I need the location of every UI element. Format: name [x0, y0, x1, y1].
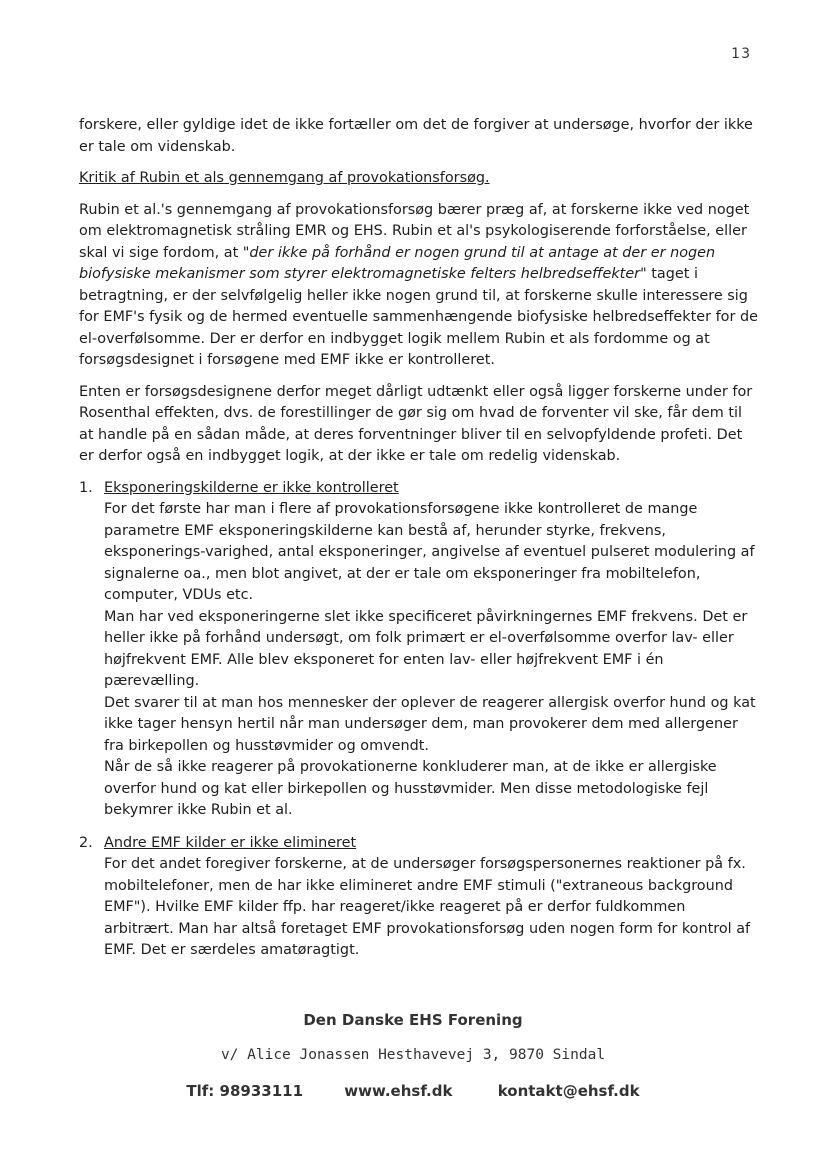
footer-contact: [0, 1082, 826, 1100]
footer-phone: Tlf: 98933111: [186, 1082, 304, 1100]
section-heading: Kritik af Rubin et als gennemgang af provokationsforsøg.: [79, 170, 490, 186]
paragraph-intro: forskere, eller gyldige idet de ikke fortæller om det de forgiver at undersøge, hvorfor der ikke er tale om videnskab.: [79, 117, 753, 155]
list-item: [79, 833, 759, 962]
list-item-body: Det svarer til at man hos mennesker der oplever de reagerer allergisk overfor hund og kat ikke tager hensyn hertil når man undersøger dem, man provokerer dem med allergener fra birkepollen og husstøvmider og omvendt.: [104, 694, 756, 754]
list-item-body: For det andet foregiver forskerne, at de undersøger forsøgspersonernes reaktioner på fx. mobiltelefoner, men de har ikke elimineret andre EMF stimuli ("extraneous background EMF"). Hvilke EMF kilder ffp. har reageret/ikke reageret på er derfor fuldkommen arbitrært. Man har altså foretaget EMF provokationsforsøg uden nogen form for kontrol af EMF. Det er særdeles amatøragtigt.: [104, 856, 751, 958]
footer-organization: Den Danske EHS Forening: [303, 1011, 523, 1029]
document-body: [79, 115, 759, 962]
paragraph-rubin: [79, 200, 759, 372]
list-item-number: 1.: [79, 479, 93, 496]
list-item-number: 2.: [79, 834, 93, 851]
list-item-title: Eksponeringskilderne er ikke kontrolleret: [104, 479, 399, 496]
list-item-body: Man har ved eksponeringerne slet ikke specificeret påvirkningernes EMF frekvens. Det er heller ikke på forhånd undersøgt, om folk primært er el-overfølsomme overfor lav- eller højfrekvent EMF. Alle blev eksponeret for enten lav- eller højfrekvent EMF i én pærevælling.: [104, 608, 748, 689]
list-item-title: Andre EMF kilder er ikke elimineret: [104, 834, 357, 851]
list-item-body: Når de så ikke reagerer på provokationerne konkluderer man, at de ikke er allergiske overfor hund og kat eller birkepollen og husstøvmider. Men disse metodologiske fejl bekymrer ikke Rubin et al.: [104, 759, 717, 818]
paragraph-rubin-text-b: " taget i betragtning, er der selvfølgelig heller ikke nogen grund til, at forskerne skulle interessere sig for EMF's fysik og de hermed eventuelle sammenhængende biofysiske helbredseffekter for de el-overfølsomme. Der er derfor en indbygget logik mellem Rubin et als fordomme og at forsøgsdesignet i forsøgene med EMF ikke er kontrolleret.: [79, 266, 758, 368]
paragraph-rosenthal: Enten er forsøgsdesignene derfor meget dårligt udtænkt eller også ligger forskerne under for Rosenthal effekten, dvs. de forestillinger de gør sig om hvad de forventer vil ske, får dem til at handle på en sådan måde, at deres forventninger bliver til en selvopfyldende profeti. Det er derfor også en indbygget logik, at der ikke er tale om redelig videnskab.: [79, 383, 753, 464]
paragraph-rubin-text-a: Rubin et al.'s gennemgang af provokationsforsøg bærer præg af, at forskerne ikke ved noget om elektromagnetisk stråling EMR og EHS. Rubin et al's psykologiserende forforståelse, eller skal vi sige fordom, at ": [79, 201, 750, 261]
paragraph-rubin-quote: der ikke på forhånd er nogen grund til at antage at der er nogen biofysiske mekanismer som styrer elektromagnetiske felters helbredseffekter: [79, 244, 716, 282]
footer-website[interactable]: www.ehsf.dk: [344, 1082, 453, 1100]
list-item-body: For det første har man i flere af provokationsforsøgene ikke kontrolleret de mange parametre EMF eksponeringskilderne kan bestå af, herunder styrke, frekvens, eksponerings-varighed, antal eksponeringer, angivelse af eventuel pulseret modulering af signalerne oa., men blot angivet, at der er tale om eksponeringer fra mobiltelefon, computer, VDUs etc.: [104, 501, 755, 603]
page-number: 13: [731, 46, 751, 62]
footer-email[interactable]: kontakt@ehsf.dk: [497, 1082, 640, 1100]
list-item: [79, 478, 759, 822]
footer-address: v/ Alice Jonassen Hesthavevej 3, 9870 Sindal: [220, 1047, 606, 1063]
